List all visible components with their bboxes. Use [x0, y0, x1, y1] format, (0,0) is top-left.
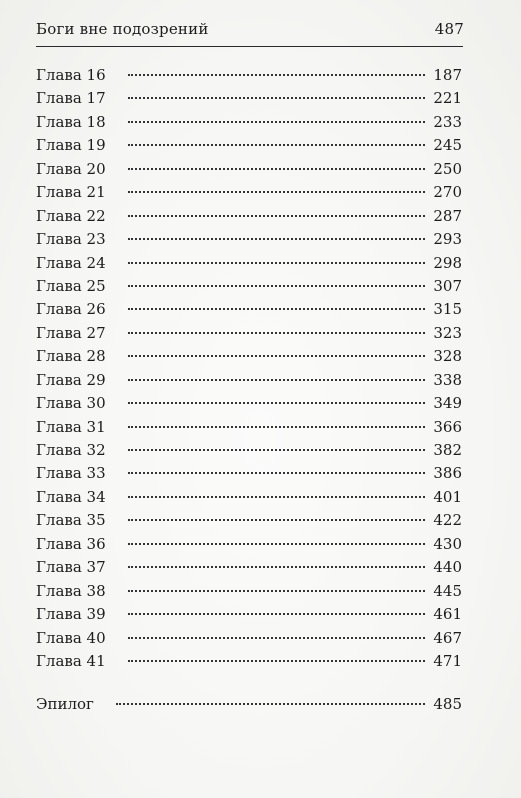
- toc-entry: [36, 533, 462, 556]
- book-title: Боги вне подозрений: [36, 20, 209, 38]
- toc-entry-page: 485: [433, 695, 462, 714]
- dot-leader: [128, 425, 426, 428]
- dot-leader: [128, 237, 426, 240]
- toc-entry-label: Глава 26: [36, 300, 106, 319]
- toc-entry: [36, 205, 462, 228]
- toc-entry-page: 445: [433, 581, 462, 600]
- toc-entry: [36, 369, 462, 392]
- toc-entry-label: Глава 20: [36, 159, 106, 178]
- toc-entry-label: Глава 41: [36, 651, 106, 670]
- toc-entry: [36, 345, 462, 368]
- toc-entry: [36, 392, 462, 415]
- toc-entry-label: Глава 35: [36, 511, 106, 530]
- dot-leader: [128, 354, 426, 357]
- running-head: [36, 20, 464, 38]
- toc-entry-page: 366: [433, 417, 462, 436]
- toc-entry: [36, 556, 462, 579]
- dot-leader: [128, 518, 426, 521]
- toc-entry: [36, 603, 462, 626]
- dot-leader: [128, 261, 426, 264]
- toc-entry: [36, 298, 462, 321]
- dot-leader: [128, 73, 426, 76]
- dot-leader: [128, 378, 426, 381]
- toc-entry-page: 382: [433, 441, 462, 459]
- toc-entry-page: 221: [433, 89, 462, 108]
- toc-entry-label: Глава 33: [36, 464, 106, 483]
- toc-entry: [36, 64, 462, 87]
- toc-entry-label: Глава 34: [36, 487, 106, 506]
- toc-entry-label: Глава 37: [36, 558, 106, 577]
- toc-entry-page: 328: [433, 347, 462, 366]
- toc-entry-page: 461: [433, 605, 462, 624]
- toc-entry-label: Глава 18: [36, 112, 106, 131]
- dot-leader: [128, 659, 426, 662]
- toc-entry-label: Глава 38: [36, 581, 106, 600]
- toc-entry-page: 422: [433, 511, 462, 530]
- table-of-contents: [36, 64, 462, 717]
- toc-entry-page: 187: [433, 66, 462, 84]
- toc-entry-label: Глава 17: [36, 89, 106, 108]
- dot-leader: [128, 167, 426, 170]
- toc-entry: [36, 181, 462, 204]
- toc-entry-page: 338: [433, 370, 462, 389]
- toc-entry-page: 298: [433, 253, 462, 272]
- toc-entry-page: 401: [433, 487, 462, 506]
- toc-entry-label: Глава 27: [36, 323, 106, 342]
- dot-leader: [128, 214, 426, 217]
- toc-entry: [36, 627, 462, 650]
- toc-entry: [36, 158, 462, 181]
- toc-entry-label: Глава 30: [36, 394, 106, 413]
- dot-leader: [128, 120, 426, 123]
- toc-entry-page: 430: [433, 534, 462, 553]
- dot-leader: [128, 612, 426, 615]
- toc-entry-page: 386: [433, 464, 462, 483]
- dot-leader: [128, 284, 426, 287]
- dot-leader: [128, 495, 426, 498]
- dot-leader: [128, 331, 426, 334]
- toc-entry: [36, 580, 462, 603]
- dot-leader: [128, 307, 426, 310]
- dot-leader: [128, 96, 426, 99]
- toc-entry-page: 349: [433, 394, 462, 413]
- toc-entry: [36, 111, 462, 134]
- dot-leader: [128, 448, 426, 451]
- toc-entry: [36, 134, 462, 157]
- toc-entry: [36, 439, 462, 462]
- dot-leader: [128, 471, 426, 474]
- toc-entry-label: Глава 36: [36, 534, 106, 553]
- toc-entry: [36, 486, 462, 509]
- toc-entry: [36, 252, 462, 275]
- dot-leader: [128, 190, 426, 193]
- toc-entry-page: 315: [433, 300, 462, 319]
- toc-entry: [36, 462, 462, 485]
- dot-leader: [128, 143, 426, 146]
- dot-leader: [128, 636, 426, 639]
- toc-entry-page: 440: [433, 558, 462, 577]
- dot-leader: [128, 565, 426, 568]
- toc-entry-page: 471: [433, 651, 462, 670]
- toc-entry-page: 293: [433, 230, 462, 249]
- toc-entry-label: Глава 32: [36, 441, 106, 459]
- toc-entry-label: Глава 39: [36, 605, 106, 624]
- toc-entry-label: Глава 22: [36, 206, 106, 225]
- toc-entry-label: Глава 28: [36, 347, 106, 366]
- toc-entry-label: Глава 31: [36, 417, 106, 436]
- toc-entry-label: Глава 24: [36, 253, 106, 272]
- page-number: 487: [434, 20, 464, 38]
- dot-leader: [128, 589, 426, 592]
- toc-entry-label: Глава 25: [36, 276, 106, 295]
- toc-entry-page: 307: [433, 276, 462, 295]
- toc-entry-page: 245: [433, 136, 462, 155]
- toc-entry-page: 233: [433, 112, 462, 131]
- toc-entry-label: Глава 21: [36, 183, 106, 202]
- toc-entry-label: Эпилог: [36, 695, 94, 714]
- dot-leader: [128, 542, 426, 545]
- toc-entry: [36, 322, 462, 345]
- toc-entry: [36, 228, 462, 251]
- toc-entry-label: Глава 19: [36, 136, 106, 155]
- toc-entry-label: Глава 29: [36, 370, 106, 389]
- toc-entry: [36, 650, 462, 673]
- toc-entry-label: Глава 23: [36, 230, 106, 249]
- toc-entry-page: 250: [433, 159, 462, 178]
- toc-entry: [36, 87, 462, 110]
- toc-entry: [36, 416, 462, 439]
- toc-entry-page: 270: [433, 183, 462, 202]
- dot-leader: [128, 401, 426, 404]
- dot-leader: [116, 702, 425, 705]
- toc-entry-epilogue: [36, 693, 462, 716]
- toc-entry-page: 323: [433, 323, 462, 342]
- toc-entry: [36, 275, 462, 298]
- toc-entry-label: Глава 16: [36, 66, 106, 84]
- toc-entry-page: 287: [433, 206, 462, 225]
- toc-entry-label: Глава 40: [36, 628, 106, 647]
- toc-entry: [36, 509, 462, 532]
- header-rule: [36, 46, 463, 47]
- toc-entry-page: 467: [433, 628, 462, 647]
